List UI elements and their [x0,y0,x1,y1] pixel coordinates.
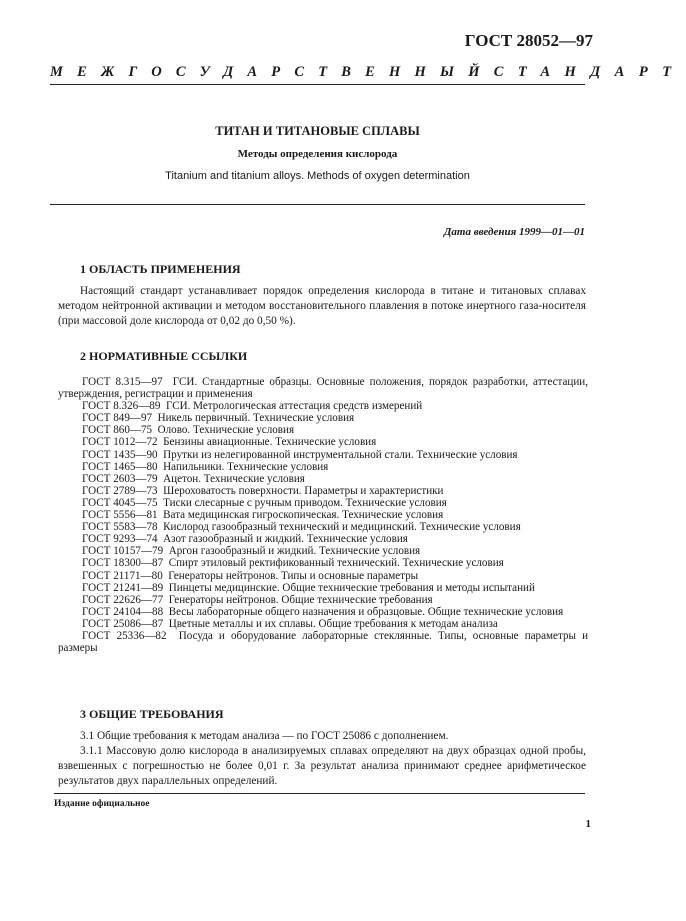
reference-item [58,557,588,569]
reference-item [58,376,588,400]
reference-text: Азот газообразный и жидкий. Технические условия [163,533,408,546]
reference-item [58,400,588,412]
reference-item [58,533,588,545]
reference-text: ГСИ. Стандартные образцы. Основные положения, порядок разработки, аттестации, утверждения, регистрации и применения [58,376,589,401]
reference-code: ГОСТ 849—97 [82,412,153,425]
reference-code: ГОСТ 1435—90 [82,448,158,461]
reference-item [58,436,588,448]
reference-text: Напильники. Технические условия [163,460,329,473]
reference-item [58,618,588,630]
banner-word-standard: СТАНДАРТ [493,64,686,80]
document-subtitle: Методы определения кислорода [237,148,398,160]
reference-text: ГСИ. Метрологическая аттестация средств измерений [165,400,423,413]
reference-text: Генераторы нейтронов. Общие технические требования [168,593,433,606]
reference-code: ГОСТ 5583—78 [82,521,158,534]
reference-code: ГОСТ 9293—74 [82,533,158,546]
reference-text: Никель первичный. Технические условия [157,412,355,425]
reference-text: Ацетон. Технические условия [163,472,305,485]
reference-item [58,606,588,618]
reference-item [58,424,588,436]
page-number: 1 [585,818,591,830]
section-1-text: Настоящий стандарт устанавливает порядок определения кислорода в титане и титановых сплавах методом нейтронной активации и методом восстановительного плавления в потоке инертного газа-носителя (при массовой доле кислорода от 0,02 до 0,50 %). [58,285,586,327]
gost-code: ГОСТ 28052—97 [464,31,593,50]
reference-item [58,582,588,594]
reference-item [58,521,588,533]
references-list [58,376,588,654]
reference-item [58,412,588,424]
reference-item [58,461,588,473]
reference-item [58,473,588,485]
reference-item [58,545,588,557]
reference-text: Спирт этиловый ректификованный технический. Технические условия [168,557,504,570]
title-rule [50,204,585,205]
reference-code: ГОСТ 1012—72 [82,436,158,449]
english-title: Titanium and titanium alloys. Methods of oxygen determination [165,170,470,182]
reference-text: Весы лабораторные общего назначения и образцовые. Общие технические условия [168,605,564,618]
reference-code: ГОСТ 21171—80 [82,569,163,582]
reference-code: ГОСТ 10157—79 [82,545,164,558]
reference-item [58,630,588,654]
reference-code: ГОСТ 1465—80 [82,460,158,473]
reference-text: Генераторы нейтронов. Типы и основные параметры [168,569,419,582]
reference-text: Тиски слесарные с ручным приводом. Технические условия [163,496,447,509]
official-edition-label: Издание официальное [54,799,150,809]
reference-item [58,570,588,582]
introduction-date: Дата введения 1999—01—01 [443,226,585,238]
section-1-heading: 1 ОБЛАСТЬ ПРИМЕНЕНИЯ [80,262,241,276]
reference-item [58,509,588,521]
reference-code: ГОСТ 2789—73 [82,484,158,497]
reference-text: Бензины авиационные. Технические условия [163,436,377,449]
reference-code: ГОСТ 22626—77 [82,593,164,606]
reference-code: ГОСТ 25086—87 [82,617,164,630]
section-3-paragraph-2: 3.1.1 Массовую долю кислорода в анализируемых сплавах определяют на двух образцах одной пробы, взвешенных с погрешностью не более 0,01 г. За результат анализа принимают среднее арифметическое результатов двух параллельных определений. [58,745,586,787]
reference-code: ГОСТ 4045—75 [82,496,158,509]
reference-text: Шероховатость поверхности. Параметры и характеристики [163,484,444,497]
reference-code: ГОСТ 25336—82 [82,629,167,642]
reference-code: ГОСТ 18300—87 [82,557,164,570]
reference-item [58,594,588,606]
reference-text: Олово. Технические условия [157,424,295,437]
section-3-paragraph-1: 3.1 Общие требования к методам анализа — по ГОСТ 25086 с дополнением. [80,730,449,742]
footer-rule [54,793,585,794]
banner [50,64,686,81]
reference-text: Пинцеты медицинские. Общие технические требования и методы испытаний [168,581,535,594]
document-title: ТИТАН И ТИТАНОВЫЕ СПЛАВЫ [215,124,420,138]
banner-word-interstate: МЕЖГОСУДАРСТВЕННЫЙ [50,64,494,80]
reference-item [58,485,588,497]
reference-code: ГОСТ 860—75 [82,424,153,437]
reference-text: Посуда и оборудование лабораторные стеклянные. Типы, основные параметры и размеры [58,629,589,655]
reference-text: Аргон газообразный и жидкий. Технические условия [168,545,421,558]
reference-code: ГОСТ 5556—81 [82,509,158,522]
reference-code: ГОСТ 24104—88 [82,605,164,618]
reference-code: ГОСТ 21241—89 [82,581,164,594]
section-2-heading: 2 НОРМАТИВНЫЕ ССЫЛКИ [80,349,248,363]
reference-code: ГОСТ 2603—79 [82,472,158,485]
reference-text: Кислород газообразный технический и медицинский. Технические условия [163,521,521,534]
reference-text: Цветные металлы и их сплавы. Общие требования к методам анализа [168,617,498,630]
reference-code: ГОСТ 8.326—89 [82,400,161,413]
section-3-heading: 3 ОБЩИЕ ТРЕБОВАНИЯ [80,707,224,721]
top-rule [50,84,585,85]
reference-text: Прутки из нелегированной инструментальной стали. Технические условия [163,448,518,461]
reference-code: ГОСТ 8.315—97 [82,376,163,388]
reference-item [58,449,588,461]
reference-text: Вата медицинская гигроскопическая. Технические условия [163,509,444,522]
reference-item [58,497,588,509]
